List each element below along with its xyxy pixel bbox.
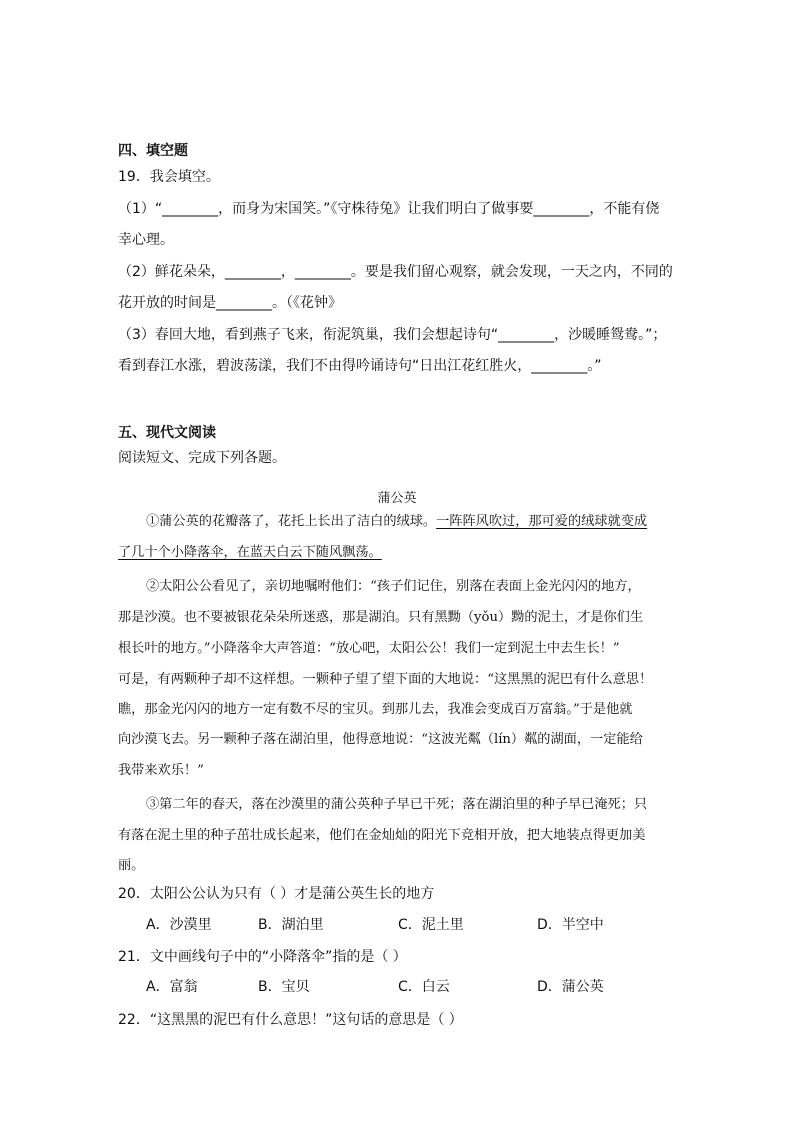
reading-instruction: 阅读短文、完成下列各题。 <box>118 450 286 466</box>
passage-p2-line-2: 那是沙漠。也不要被银花朵朵所迷惑，那是湖泊。只有黑黝（yǒu）黝的泥土，才是你们生 <box>118 610 644 625</box>
q19-line-3: （2）鲜花朵朵，________，________。要是我们留心观察，就会发现，一天之内，不同的 <box>118 264 673 280</box>
q21-option-c: C．白云 <box>398 979 450 995</box>
q19-line-2: 幸心理。 <box>118 232 174 248</box>
q20-option-a: A．沙漠里 <box>146 917 212 933</box>
q19-line-5: （3）春回大地，看到燕子飞来，衔泥筑巢，我们会想起诗句“________，沙暖睡鸳鸯。”； <box>118 327 667 343</box>
passage-p2-line-1: ②太阳公公看见了，亲切地嘱咐他们：“孩子们记住，别落在表面上金光闪闪的地方， <box>146 579 641 594</box>
q20-option-d: D．半空中 <box>537 917 604 933</box>
passage-p3-line-3: 丽。 <box>118 858 145 873</box>
section-heading-reading: 五、现代文阅读 <box>118 425 216 441</box>
passage-p2-line-7: 我带来欢乐！” <box>118 763 204 778</box>
underlined-sentence-part-2: 了几十个小降落伞，在蓝天白云下随风飘荡。 <box>118 545 382 560</box>
passage-title: 蒲公英 <box>377 491 417 506</box>
underlined-sentence-part-1: 一阵阵风吹过，那可爱的绒球就变成 <box>436 514 648 529</box>
q19-line-6: 看到春江水涨，碧波荡漾，我们不由得吟诵诗句“日出江花红胜火，________。” <box>118 358 602 374</box>
q20-option-b: B．湖泊里 <box>258 917 324 933</box>
question-22: 22．“这黑黑的泥巴有什么意思！”这句话的意思是（ ） <box>118 1012 463 1028</box>
question-21: 21．文中画线句子中的“小降落伞”指的是（ ） <box>118 949 407 965</box>
passage-p2-line-3: 根长叶的地方。”小降落伞大声答道：“放心吧，太阳公公！我们一定到泥土中去生长！” <box>118 641 620 656</box>
q19-line-4: 花开放的时间是________。（《花钟》 <box>118 295 342 311</box>
passage-p3-line-1: ③第二年的春天，落在沙漠里的蒲公英种子早已干死；落在湖泊里的种子早已淹死；只 <box>146 797 648 812</box>
passage-p2-line-6: 向沙漠飞去。另一颗种子落在湖泊里，他得意地说：“这波光粼（lín）粼的湖面，一定能给 <box>118 732 643 747</box>
passage-p3-line-2: 有落在泥土里的种子茁壮成长起来，他们在金灿灿的阳光下竞相开放，把大地装点得更加美 <box>118 828 646 843</box>
q21-option-d: D．蒲公英 <box>537 979 604 995</box>
q21-option-a: A．富翁 <box>146 979 198 995</box>
section-heading-fill-blank: 四、填空题 <box>118 143 188 159</box>
passage-p2-line-5: 瞧，那金光闪闪的地方一定有数不尽的宝贝。到那儿去，我准会变成百万富翁。”于是他就 <box>118 702 633 717</box>
q20-option-c: C．泥土里 <box>398 917 464 933</box>
question-19: 19．我会填空。 <box>118 169 220 185</box>
question-20: 20．太阳公公认为只有（ ）才是蒲公英生长的地方 <box>118 886 435 902</box>
q21-option-b: B．宝贝 <box>258 979 310 995</box>
q19-line-1: （1）“________，而身为宋国笑。”《守株待兔》让我们明白了做事要________，不能有侥 <box>118 201 660 217</box>
passage-p2-line-4: 可是，有两颗种子却不这样想。一颗种子望了望下面的大地说：“这黑黑的泥巴有什么意思！ <box>118 672 653 687</box>
passage-p1-line-1: ①蒲公英的花瓣落了，花托上长出了洁白的绒球。一阵阵风吹过，那可爱的绒球就变成 <box>146 514 648 529</box>
